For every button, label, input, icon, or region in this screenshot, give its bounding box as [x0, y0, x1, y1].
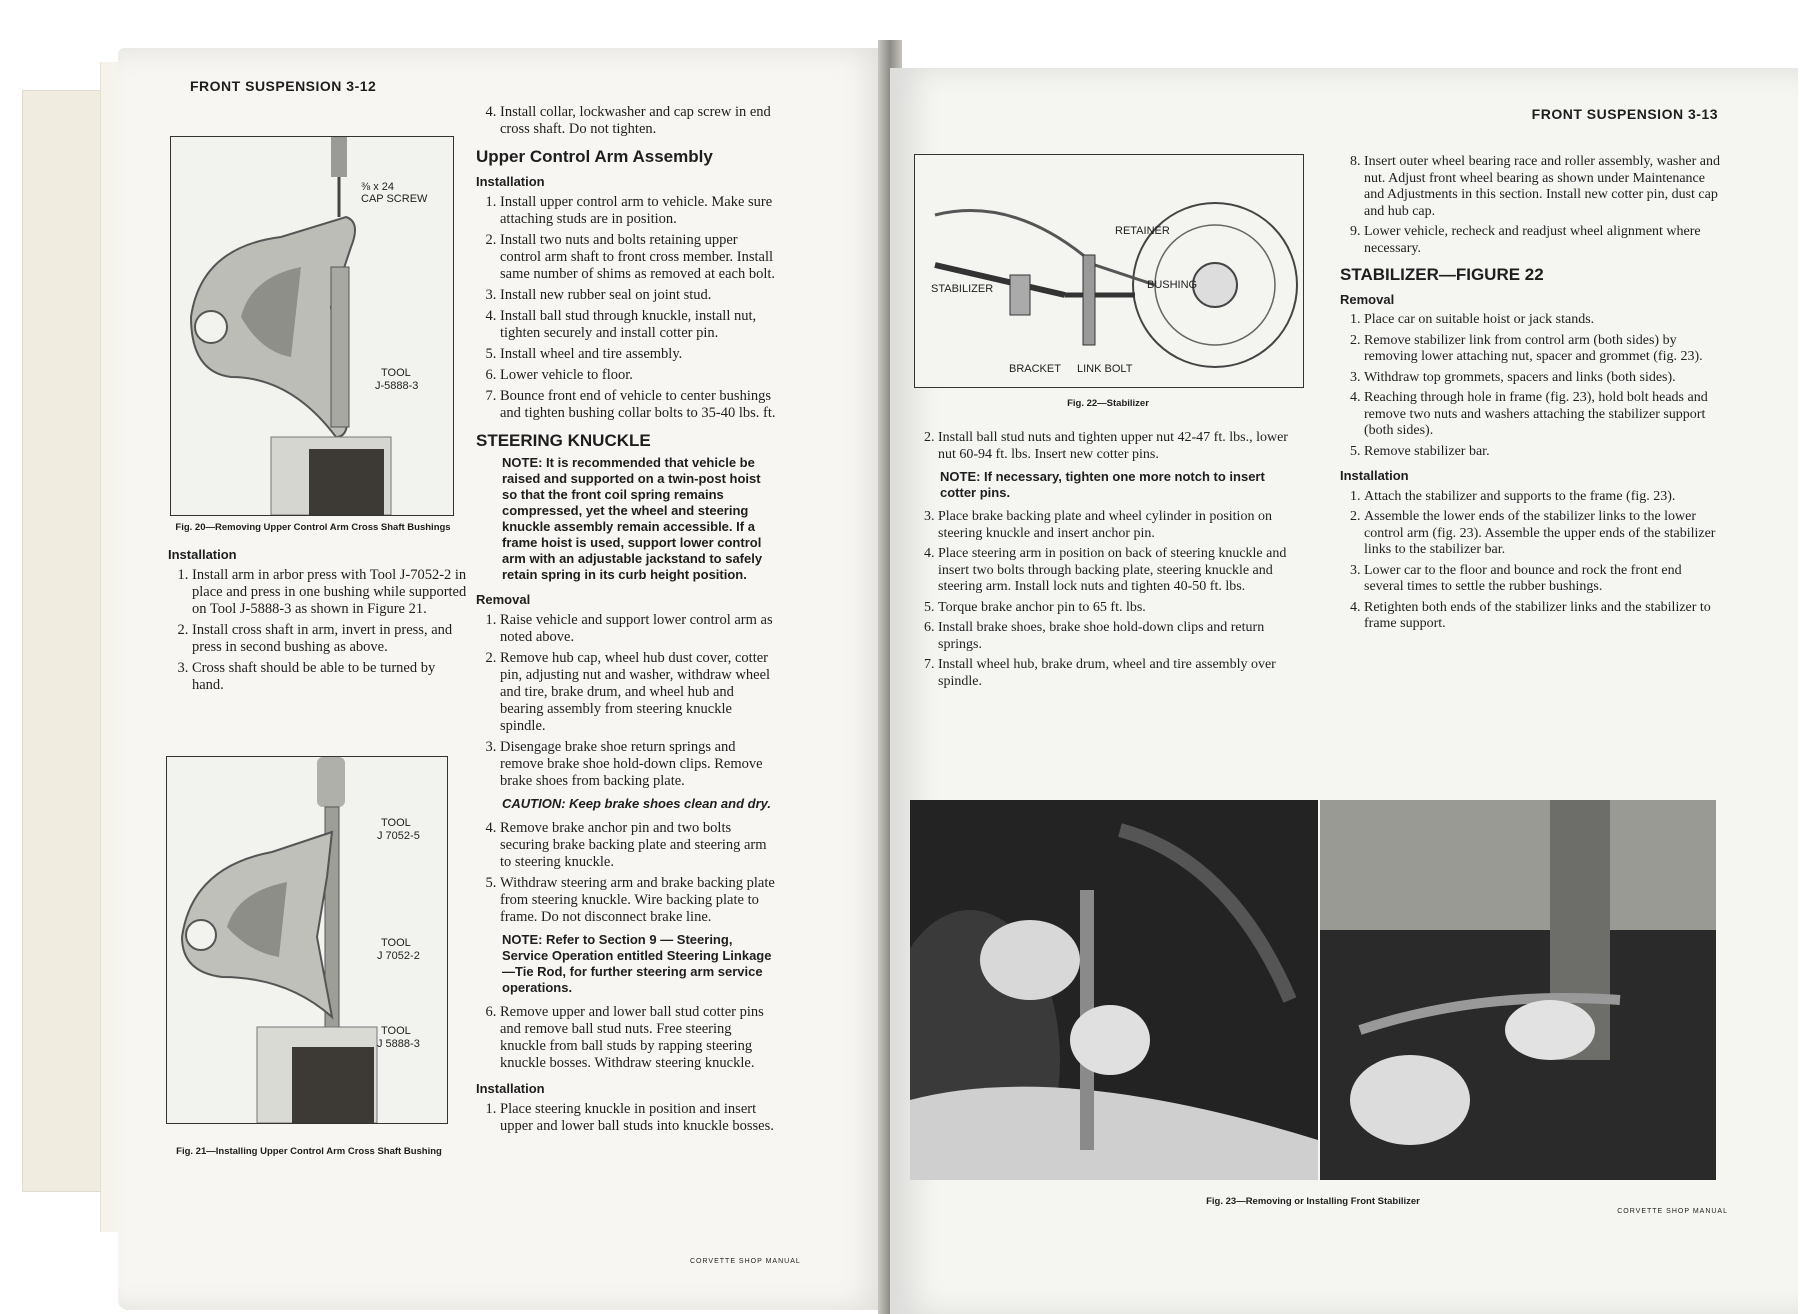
figure-23-photo-right	[1320, 800, 1716, 1180]
list-item: 7. Install wheel hub, brake drum, wheel and tire assembly over spindle.	[938, 657, 1294, 690]
knuckle-install-heading: Installation	[476, 1081, 545, 1096]
steering-note: NOTE: It is recommended that vehicle be raised and supported on a twin-post hoist so that the front coil spring remains compressed, yet the wheel and steering knuckle assembly remain accessible. If a frame hoist is used, support lower control arm with an adjustable jackstand to safely retain spring in its curb height position.	[502, 455, 763, 582]
list-item: 1. Place steering knuckle in position and insert upper and lower ball studs into knuckle bosses.	[500, 1101, 776, 1135]
upper-install-heading: Installation	[476, 174, 545, 189]
bearing-steps	[1340, 154, 1720, 257]
list-item: 1. Attach the stabilizer and supports to the frame (fig. 23).	[1364, 489, 1720, 506]
right-page	[890, 68, 1798, 1314]
page-footer-right: CORVETTE SHOP MANUAL	[1617, 1208, 1728, 1215]
removal-step-6	[476, 1004, 776, 1072]
fig21-label-tool-c: TOOL	[381, 1025, 411, 1037]
list-item: 5. Install wheel and tire assembly.	[500, 346, 776, 363]
list-item: 2. Assemble the lower ends of the stabilizer links to the lower control arm (fig. 23). Assemble the upper ends of the stabilizer links to the stabilizer bar.	[1364, 509, 1720, 559]
steering-section-note: NOTE: Refer to Section 9 — Steering, Service Operation entitled Steering Linkage—Tie Rod, for further steering arm service operations.	[502, 932, 772, 995]
figure-23-photo-right-image	[1320, 800, 1716, 1180]
install-steps	[168, 567, 468, 694]
list-item: 3. Lower car to the floor and bounce and rock the front end several times to settle the rubber bushings.	[1364, 563, 1720, 596]
page-header-right: FRONT SUSPENSION 3-13	[1531, 106, 1718, 122]
brake-install-steps	[914, 509, 1294, 690]
figure-23-photo-left	[910, 800, 1318, 1180]
fig21-caption: Fig. 21—Installing Upper Control Arm Cross Shaft Bushing	[176, 1146, 442, 1157]
removal-steps	[476, 612, 776, 790]
fig20-label-tool: TOOL	[381, 367, 411, 379]
list-item: 4. Retighten both ends of the stabilizer links and the stabilizer to frame support.	[1364, 600, 1720, 633]
fig21-label-tool-c-number: J 5888-3	[377, 1038, 420, 1050]
fig23-caption: Fig. 23—Removing or Installing Front Stabilizer	[1206, 1196, 1420, 1207]
list-item: 8. Insert outer wheel bearing race and roller assembly, washer and nut. Adjust front wheel bearing as shown under Maintenance and Adjustments in this section. Install new cotter pin, dust cap and hub cap.	[1364, 154, 1720, 220]
stabilizer-install-steps	[1340, 489, 1720, 633]
right-right-column	[1340, 154, 1720, 637]
steering-knuckle-heading: STEERING KNUCKLE	[476, 431, 651, 450]
left-install-section	[168, 538, 468, 698]
fig20-caption: Fig. 20—Removing Upper Control Arm Cross Shaft Bushings	[175, 522, 451, 533]
list-item: 5. Withdraw steering arm and brake backing plate from steering knuckle. Wire backing plate to frame. Do not disconnect brake line.	[500, 875, 776, 926]
knuckle-install-steps	[476, 1101, 776, 1135]
list-item: 2. Remove stabilizer link from control arm (both sides) by removing lower attaching nut, spacer and grommet (fig. 23).	[1364, 333, 1720, 366]
upper-install-steps	[476, 194, 776, 422]
page-header-left: FRONT SUSPENSION 3-12	[190, 78, 377, 94]
cotter-note: NOTE: If necessary, tighten one more notch to insert cotter pins.	[940, 469, 1265, 500]
stabilizer-heading: STABILIZER—FIGURE 22	[1340, 265, 1544, 284]
list-item: 1. Install arm in arbor press with Tool J-7052-2 in place and press in one bushing while supported on Tool J-5888-3 as shown in Figure 21.	[192, 567, 468, 618]
list-item: 3. Place brake backing plate and wheel cylinder in position on steering knuckle and insert anchor pin.	[938, 509, 1294, 542]
fig20-label-size: ⅜ x 24	[361, 181, 395, 193]
fig22-label-bushing: BUSHING	[1147, 279, 1198, 291]
removal-steps-continued	[476, 820, 776, 926]
ball-stud-steps	[914, 430, 1294, 463]
left-right-column	[476, 104, 776, 1139]
install-heading: Installation	[168, 547, 237, 562]
list-item: 2. Install two nuts and bolts retaining upper control arm shaft to front cross member. Install same number of shims as removed at each bolt.	[500, 232, 776, 283]
list-item: 6. Install brake shoes, brake shoe hold-down clips and return springs.	[938, 620, 1294, 653]
figure-22	[914, 154, 1304, 388]
fig20-label-cap-screw: CAP SCREW	[361, 193, 428, 205]
list-item: 3. Withdraw top grommets, spacers and links (both sides).	[1364, 370, 1720, 387]
list-item: 6. Remove upper and lower ball stud cotter pins and remove ball stud nuts. Free steering knuckle from ball studs by rapping steering knuckle bosses. Withdraw steering knuckle.	[500, 1004, 776, 1072]
figure-22-illustration	[915, 155, 1303, 387]
fig22-label-stabilizer: STABILIZER	[931, 283, 994, 295]
stabilizer-install-heading: Installation	[1340, 468, 1409, 483]
figure-23-photo-left-image	[910, 800, 1318, 1180]
figure-21	[166, 756, 448, 1124]
cross-shaft-step	[476, 104, 776, 138]
list-item: 9. Lower vehicle, recheck and readjust wheel alignment where necessary.	[1364, 224, 1720, 257]
fig22-label-retainer: RETAINER	[1115, 225, 1170, 237]
list-item: 4. Install ball stud through knuckle, install nut, tighten securely and install cotter pin.	[500, 308, 776, 342]
list-item: 1. Install upper control arm to vehicle. Make sure attaching studs are in position.	[500, 194, 776, 228]
fig21-label-tool-b: TOOL	[381, 937, 411, 949]
fig20-label-tool-number: J-5888-3	[375, 380, 419, 392]
right-left-column	[914, 430, 1294, 694]
list-item: 1. Place car on suitable hoist or jack stands.	[1364, 312, 1720, 329]
left-page	[118, 48, 888, 1310]
list-item: 2. Install ball stud nuts and tighten upper nut 42-47 ft. lbs., lower nut 60-94 ft. lbs. Insert new cotter pins.	[938, 430, 1294, 463]
fig21-label-tool-b-number: J 7052-2	[377, 950, 420, 962]
fig22-caption: Fig. 22—Stabilizer	[1067, 398, 1149, 409]
caution-note: CAUTION: Keep brake shoes clean and dry.	[502, 796, 771, 811]
fig21-label-tool-a: TOOL	[381, 817, 411, 829]
list-item: 1. Raise vehicle and support lower control arm as noted above.	[500, 612, 776, 646]
list-item: 7. Bounce front end of vehicle to center bushings and tighten bushing collar bolts to 35-40 lbs. ft.	[500, 388, 776, 422]
list-item: 2. Install cross shaft in arm, invert in press, and press in second bushing as above.	[192, 622, 468, 656]
list-item: 4. Reaching through hole in frame (fig. 23), hold bolt heads and remove two nuts and washers attaching the stabilizer support (both sides).	[1364, 390, 1720, 440]
removal-heading: Removal	[476, 592, 531, 607]
page-footer-left: CORVETTE SHOP MANUAL	[690, 1258, 801, 1265]
figure-20	[170, 136, 454, 516]
list-item: 4. Remove brake anchor pin and two bolts securing brake backing plate and steering arm to steering knuckle.	[500, 820, 776, 871]
fig22-label-link-bolt: LINK BOLT	[1077, 363, 1133, 375]
list-item: 2. Remove hub cap, wheel hub dust cover, cotter pin, adjusting nut and washer, withdraw wheel and tire, brake drum, and wheel hub and bearing assembly from steering knuckle spindle.	[500, 650, 776, 735]
list-item: 3. Cross shaft should be able to be turned by hand.	[192, 660, 468, 694]
stabilizer-removal-steps	[1340, 312, 1720, 460]
list-item: 4. Place steering arm in position on back of steering knuckle and insert two bolts through backing plate, steering knuckle and steering arm. Install lock nuts and tighten 40-50 ft. lbs.	[938, 546, 1294, 596]
list-item: 6. Lower vehicle to floor.	[500, 367, 776, 384]
list-item: 5. Remove stabilizer bar.	[1364, 444, 1720, 461]
stabilizer-removal-heading: Removal	[1340, 291, 1395, 307]
list-item: 5. Torque brake anchor pin to 65 ft. lbs.	[938, 600, 1294, 617]
fig21-label-tool-a-number: J 7052-5	[377, 830, 420, 842]
list-item: 3. Install new rubber seal on joint stud.	[500, 287, 776, 304]
list-item: 4. Install collar, lockwasher and cap screw in end cross shaft. Do not tighten.	[500, 104, 776, 138]
list-item: 3. Disengage brake shoe return springs and remove brake shoe hold-down clips. Remove brake shoes from backing plate.	[500, 739, 776, 790]
upper-control-arm-heading: Upper Control Arm Assembly	[476, 147, 713, 166]
fig22-label-bracket: BRACKET	[1009, 363, 1061, 375]
